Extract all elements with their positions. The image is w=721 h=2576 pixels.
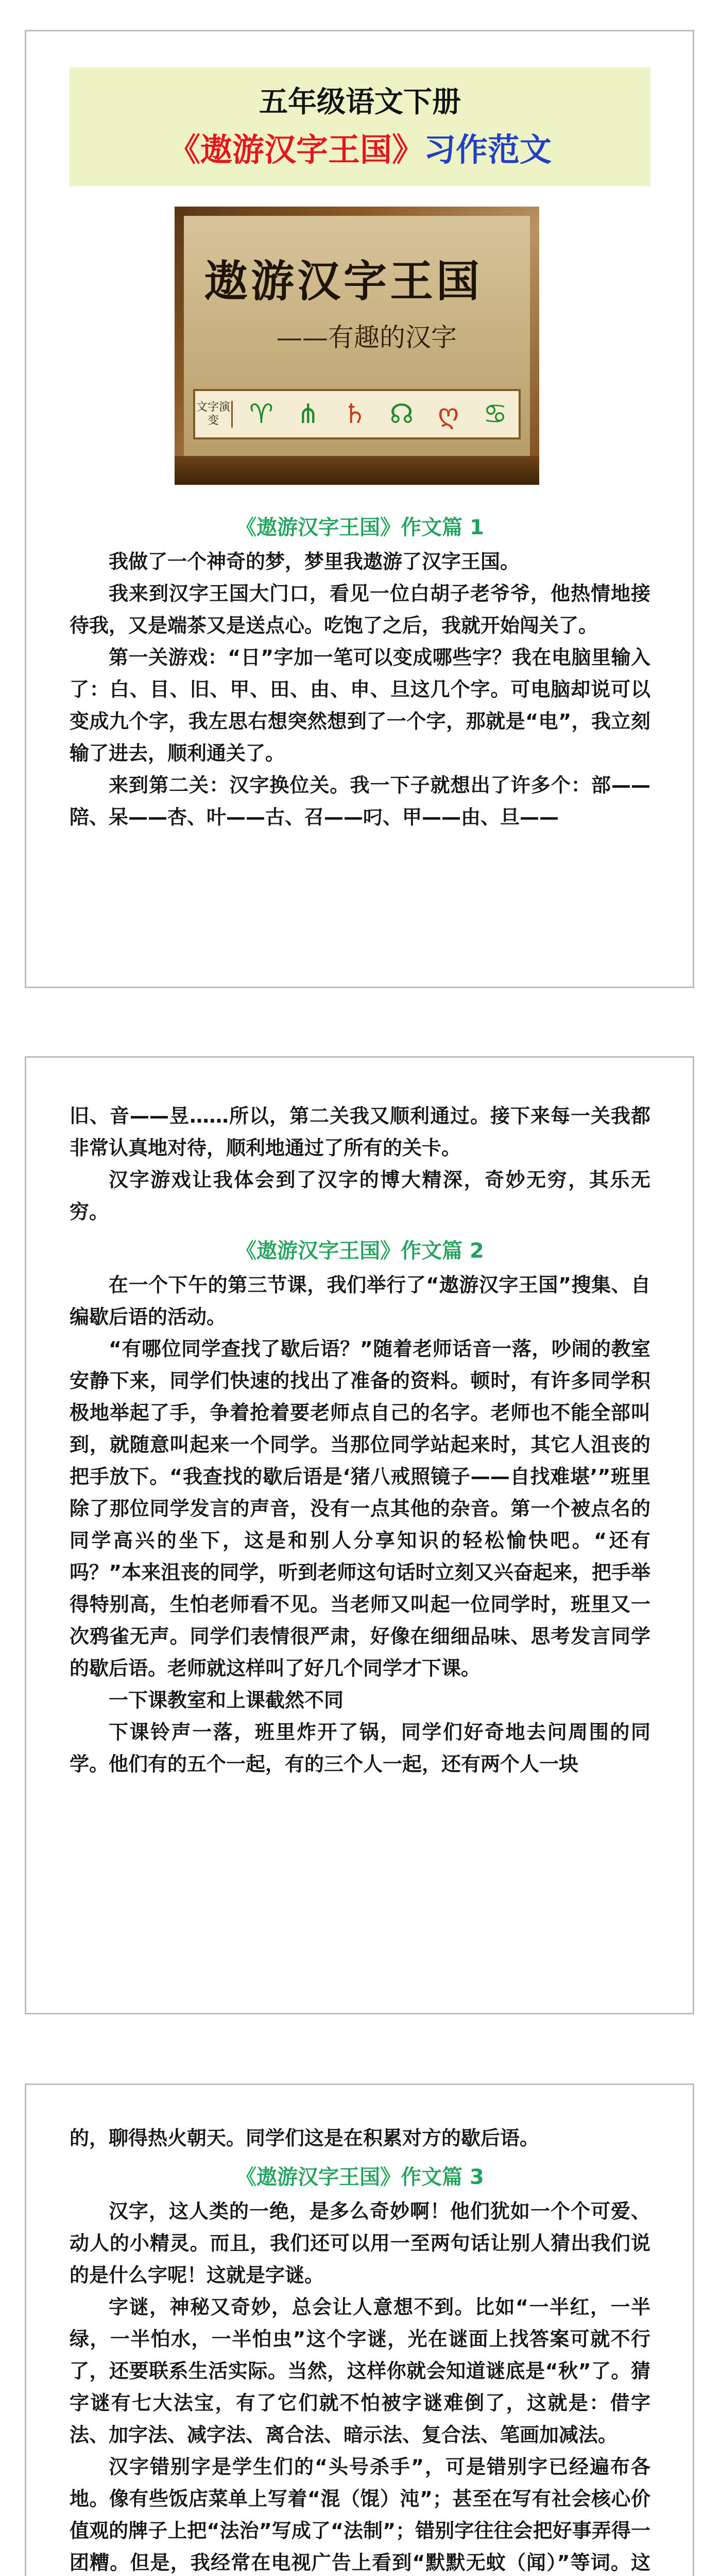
paragraph: 一下课教室和上课截然不同 bbox=[109, 1689, 344, 1711]
paragraph: 第一关游戏：“日”字加一笔可以变成哪些字？我在电脑里输入了：白、目、旧、甲、田、由、申、旦这几个字。可电脑却说可以变成九个字，我左思右想突然想到了一个字，那就是“电”，我立刻输了进去，顺利通关了。 bbox=[70, 646, 650, 765]
page-2 bbox=[25, 1056, 694, 2014]
paragraph: 的，聊得热火朝天。同学们这是在积累对方的歇后语。 bbox=[70, 2127, 540, 2149]
paragraph: 来到第二关：汉字换位关。我一下子就想出了许多个：部——陪、呆——杏、叶——古、召——叼、甲——由、旦—— bbox=[70, 774, 650, 828]
paragraph: 汉字，这人类的一绝，是多么奇妙啊！他们犹如一个个可爱、动人的小精灵。而且，我们还可以用一至两句话让别人猜出我们说的是什么字呢！这就是字谜。 bbox=[70, 2200, 650, 2286]
paragraph: 汉字游戏让我体会到了汉字的博大精深，奇妙无穷，其乐无穷。 bbox=[70, 1168, 650, 1223]
paragraph: 在一个下午的第三节课，我们举行了“遨游汉字王国”搜集、自编歇后语的活动。 bbox=[70, 1274, 650, 1328]
ancient-glyph-icon: ♈ bbox=[249, 399, 273, 430]
ancient-glyph-icon: ⋔ bbox=[297, 399, 320, 430]
essay-heading: 《遨游汉字王国》作文篇 3 bbox=[236, 2165, 484, 2189]
essay-1-continued bbox=[70, 1100, 650, 1780]
title-box bbox=[70, 67, 650, 186]
cover-title: 遨游汉字王国 bbox=[204, 256, 483, 307]
cover-subtitle: ——有趣的汉字 bbox=[277, 323, 457, 352]
glyph-strip bbox=[193, 389, 521, 439]
ancient-glyph-icon: ♄ bbox=[342, 399, 367, 430]
essay-heading: 《遨游汉字王国》作文篇 2 bbox=[236, 1239, 484, 1263]
title-grade: 五年级语文下册 bbox=[259, 86, 461, 119]
cover-ground bbox=[175, 456, 539, 485]
paragraph: 字谜，神秘又奇妙，总会让人意想不到。比如“一半红，一半绿，一半怕水，一半怕虫”这个字谜，光在谜面上找答案可就不行了，还要联系生活实际。当然，这样你就会知道谜底是“秋”了。猜字谜有七大法宝，有了它们就不怕被字谜难倒了，这就是：借字法、加字法、减字法、离合法、暗示法、复合法、笔画加减法。 bbox=[70, 2296, 650, 2446]
title-main bbox=[70, 126, 650, 174]
ancient-glyph-icon: ☊ bbox=[389, 399, 414, 430]
glyph-strip-label: 文字演变 bbox=[195, 401, 233, 428]
essay-heading: 《遨游汉字王国》作文篇 1 bbox=[236, 516, 484, 539]
paragraph: 我做了一个神奇的梦，梦里我遨游了汉字王国。 bbox=[109, 550, 520, 573]
essay-1 bbox=[70, 504, 650, 833]
page-1 bbox=[25, 30, 694, 988]
paragraph: 汉字错别字是学生们的“头号杀手”，可是错别字已经遍布各地。像有些饭店菜单上写着“混（馄）沌”；甚至在写有社会核心价值观的牌子上把“法治”写成了“法制”；错别字往往会把好事弄得一团糟。但是，我经常在电视广告上看到“默默无蚊（闻）”等词。这 bbox=[70, 2455, 650, 2574]
ancient-glyph-icon: ღ bbox=[438, 399, 459, 430]
ancient-glyph-icon: ♋ bbox=[483, 399, 507, 430]
paragraph: 旧、音——昱……所以，第二关我又顺利通过。接下来每一关我都非常认真地对待，顺利地通过了所有的关卡。 bbox=[70, 1105, 650, 1159]
paragraph: “有哪位同学查找了歇后语？”随着老师话音一落，吵闹的教室安静下来，同学们快速的找出了准备的资料。顿时，有许多同学积极地举起了手，争着抢着要老师点自己的名字。老师也不能全部叫到，就随意叫起来一个同学。当那位同学站起来时，其它人沮丧的把手放下。“我查找的歇后语是‘猪八戒照镜子——自找难堪’”班里除了那位同学发言的声音，没有一点其他的杂音。第一个被点名的同学高兴的坐下，这是和别人分享知识的轻松愉快吧。“还有吗？”本来沮丧的同学，听到老师这句话时立刻又兴奋起来，把手举得特别高，生怕老师看不见。当老师又叫起一位同学时，班里又一次鸦雀无声。同学们表情很严肃，好像在细细品味、思考发言同学的歇后语。老师就这样叫了好几个同学才下课。 bbox=[70, 1337, 650, 1680]
page-3 bbox=[25, 2083, 694, 2576]
paragraph: 我来到汉字王国大门口，看见一位白胡子老爷爷，他热情地接待我，又是端茶又是送点心。吃饱了之后，我就开始闯关了。 bbox=[70, 582, 650, 637]
paragraph: 下课铃声一落，班里炸开了锅，同学们好奇地去问周围的同学。他们有的五个一起，有的三个人一起，还有两个人一块 bbox=[70, 1721, 650, 1775]
essay-3 bbox=[70, 2122, 650, 2576]
title-book-name: 《遨游汉字王国》 bbox=[168, 131, 424, 168]
cover-panel bbox=[184, 216, 530, 476]
cover-image bbox=[175, 207, 539, 485]
title-suffix: 习作范文 bbox=[424, 131, 552, 168]
